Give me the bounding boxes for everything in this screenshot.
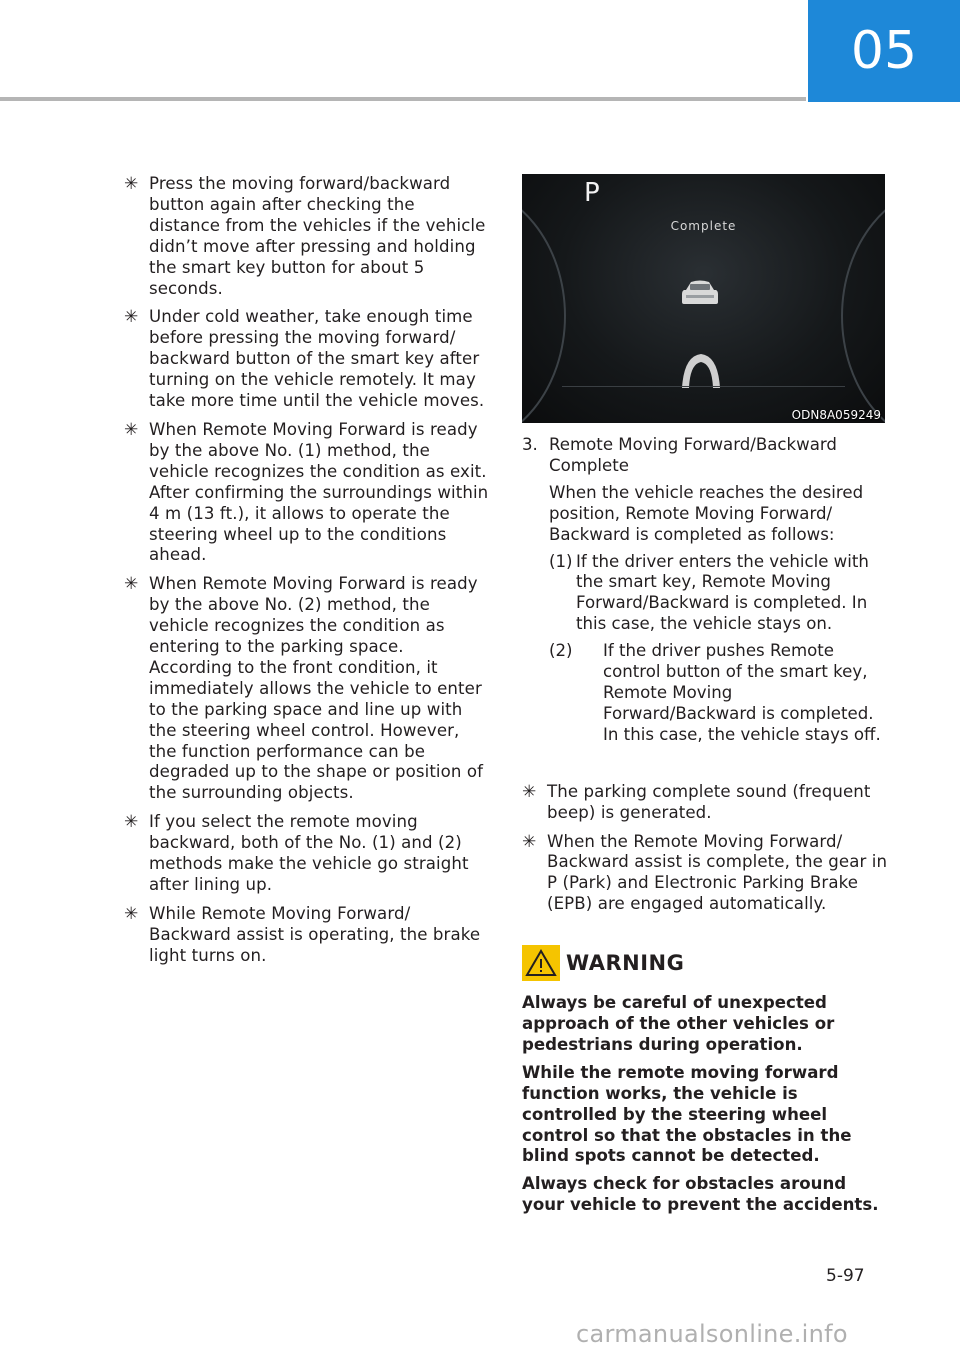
display-baseline: [562, 386, 845, 387]
car-icon: [678, 278, 722, 308]
warning-paragraph: Always check for obstacles around your vehicle to prevent the accidents.: [522, 1174, 879, 1215]
lane-guide-icon: [676, 348, 726, 388]
note-item: [124, 904, 490, 967]
note-text: If you select the remote moving backward, both of the No. (1) and (2) methods make the vehicle go straight after lining up.: [149, 812, 469, 894]
status-message: Complete: [670, 219, 737, 233]
asterisk-icon: ✳: [522, 781, 537, 802]
sub-item: [549, 552, 888, 636]
sub-item-text: If the driver pushes Remote control button of the smart key, Remote Moving Forward/Backward is completed. In this case, the vehicle stays off.: [603, 641, 881, 744]
left-column: [124, 174, 490, 975]
figure-code: ODN8A059249: [791, 408, 881, 422]
cluster-display-figure: [522, 174, 885, 423]
watermark[interactable]: carmanualsonline.info: [576, 1320, 848, 1348]
note-item: [124, 174, 490, 299]
note-item: [124, 420, 490, 566]
note-text: When Remote Moving Forward is ready by the above No. (2) method, the vehicle recognizes the condition as entering to the parking space. According to the front condition, it immediately allows the vehicle to enter to the parking space and line up with the steering wheel control. However, the function performance can be degraded up to the shape or position of the surrounding objects.: [149, 574, 484, 803]
page-number: 5-97: [826, 1266, 865, 1286]
note-item: [522, 832, 888, 916]
note-text: Under cold weather, take enough time before pressing the moving forward/ backward button of the smart key after turning on the vehicle remotely. It may take more time until the vehicle moves.: [149, 307, 485, 411]
sub-item-text: If the driver enters the vehicle with the smart key, Remote Moving Forward/Backward is completed. In this case, the vehicle stays on.: [576, 551, 869, 634]
warning-title: WARNING: [566, 951, 685, 976]
warning-triangle-icon: [522, 945, 560, 981]
asterisk-icon: ✳: [522, 831, 537, 852]
warning-header: [522, 945, 888, 981]
asterisk-icon: ✳: [124, 812, 139, 833]
step-body: When the vehicle reaches the desired position, Remote Moving Forward/ Backward is completed as follows:: [549, 482, 864, 544]
note-item: [124, 812, 490, 896]
step-3: [522, 435, 888, 746]
sub-item-number: (2): [549, 641, 573, 661]
header-rule: [0, 97, 806, 101]
note-text: While Remote Moving Forward/ Backward assist is operating, the brake light turns on.: [149, 903, 481, 965]
right-notes: [522, 782, 888, 915]
note-item: [124, 307, 490, 412]
warning-paragraph: While the remote moving forward function works, the vehicle is controlled by the steering wheel control so that the obstacles in the blind spots cannot be detected.: [522, 1062, 852, 1166]
note-item: [522, 782, 888, 824]
asterisk-icon: ✳: [124, 174, 139, 194]
sub-item: [549, 641, 888, 746]
note-text: Press the moving forward/backward button again after checking the distance from the vehicles if the vehicle didn’t move after pressing and holding the smart key button for about 5 seconds.: [149, 174, 486, 298]
right-column: [522, 174, 888, 1223]
note-text: The parking complete sound (frequent beep) is generated.: [547, 781, 871, 822]
asterisk-icon: ✳: [124, 419, 139, 440]
asterisk-icon: ✳: [124, 307, 139, 328]
asterisk-icon: ✳: [124, 903, 139, 924]
gear-indicator: P: [584, 178, 600, 208]
note-text: When the Remote Moving Forward/ Backward assist is complete, the gear in P (Park) and Electronic Parking Brake (EPB) are engaged automatically.: [547, 831, 888, 914]
step-number: 3.: [522, 435, 538, 454]
note-item: [124, 574, 490, 804]
note-text: When Remote Moving Forward is ready by the above No. (1) method, the vehicle recognizes the condition as exit. After confirming the surroundings within 4 m (13 ft.), it allows to operate the steering wheel up to the conditions ahead.: [149, 419, 489, 565]
sub-item-number: (1): [549, 551, 573, 571]
warning-paragraph: Always be careful of unexpected approach of the other vehicles or pedestrians during operation.: [522, 993, 835, 1054]
step-title: Remote Moving Forward/Backward Complete: [549, 435, 837, 475]
asterisk-icon: ✳: [124, 574, 139, 595]
chapter-tab: 05: [808, 0, 960, 102]
